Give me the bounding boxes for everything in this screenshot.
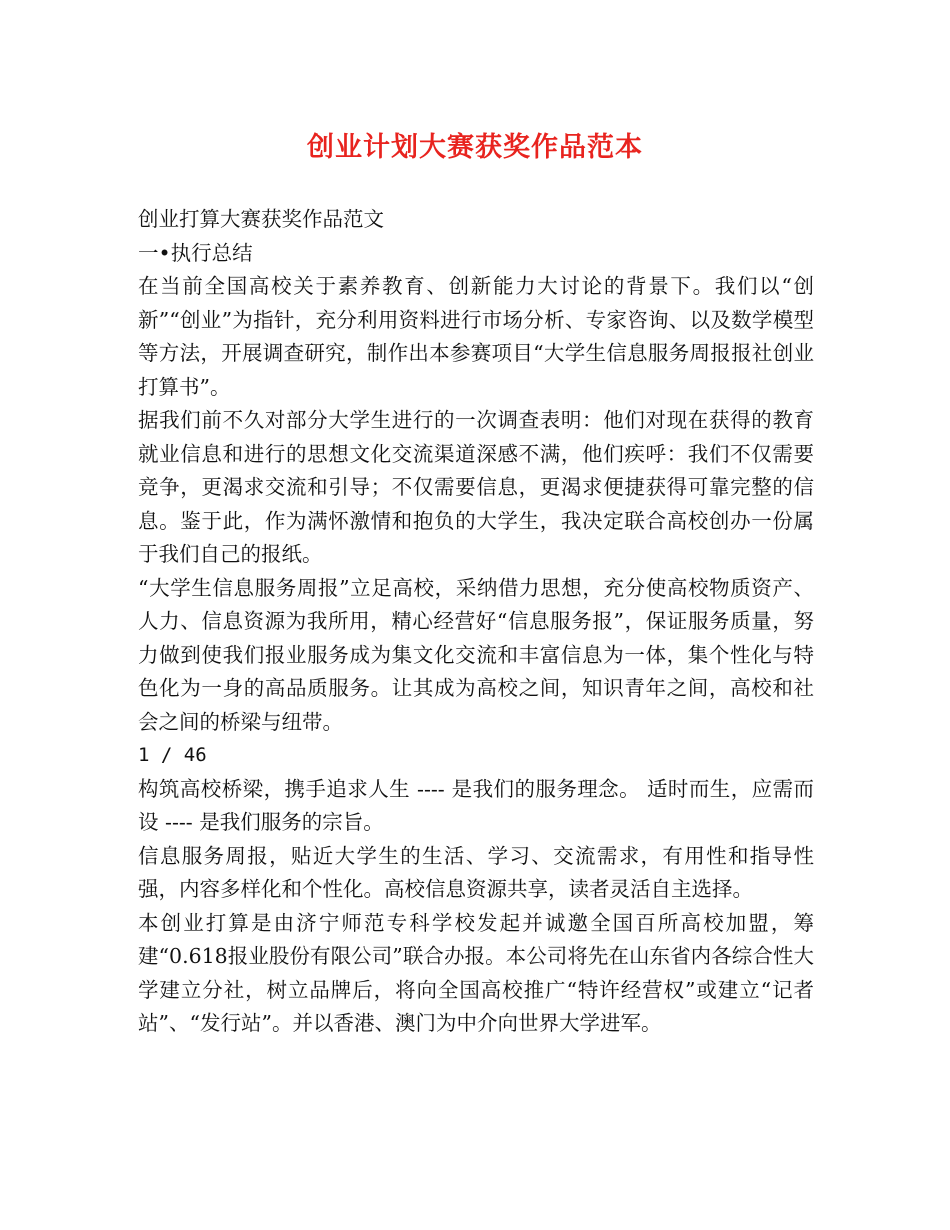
body-paragraph: “大学生信息服务周报”立足高校，采纳借力思想，充分使高校物质资产、人力、信息资源为我所用，精心经营好“信息服务报”，保证服务质量，努力做到使我们报业服务成为集文化交流和丰富信息为一体，集个性化与特色化为一身的高品质服务。让其成为高校之间，知识青年之间，高校和社会之间的桥梁与纽带。 — [138, 575, 814, 734]
document-title: 创业计划大赛获奖作品范本 — [307, 132, 643, 163]
page-number: 1 / 46 — [138, 744, 207, 766]
body-paragraph: 构筑高校桥梁，携手追求人生 ---- 是我们的服务理念。 适时而生，应需而设 ---- 是我们服务的宗旨。 — [138, 776, 814, 834]
body-paragraph: 信息服务周报，贴近大学生的生活、学习、交流需求，有用性和指导性强，内容多样化和个性化。高校信息资源共享，读者灵活自主选择。 — [138, 843, 814, 901]
body-paragraph: 本创业打算是由济宁师范专科学校发起并诚邀全国百所高校加盟，筹建“0.618报业股份有限公司”联合办报。本公司将先在山东省内各综合性大学建立分社，树立品牌后，将向全国高校推广“特许经营权”或建立“记者站”、“发行站”。并以香港、澳门为中介向世界大学进军。 — [138, 910, 814, 1035]
subtitle-paragraph: 创业打算大赛获奖作品范文 — [138, 207, 384, 231]
body-paragraph: 据我们前不久对部分大学生进行的一次调查表明：他们对现在获得的教育就业信息和进行的思想文化交流渠道深感不满，他们疾呼：我们不仅需要竞争，更渴求交流和引导；不仅需要信息，更渴求便捷获得可靠完整的信息。鉴于此，作为满怀激情和抱负的大学生，我决定联合高校创办一份属于我们自己的报纸。 — [138, 408, 814, 566]
section-heading: 一•执行总结 — [138, 240, 253, 265]
body-paragraph: 在当前全国高校关于素养教育、创新能力大讨论的背景下。我们以“创新”“创业”为指针，充分利用资料进行市场分析、专家咨询、以及数学模型等方法，开展调查研究，制作出本参赛项目“大学生信息服务周报报社创业打算书”。 — [138, 274, 814, 399]
document-body — [138, 203, 814, 1041]
